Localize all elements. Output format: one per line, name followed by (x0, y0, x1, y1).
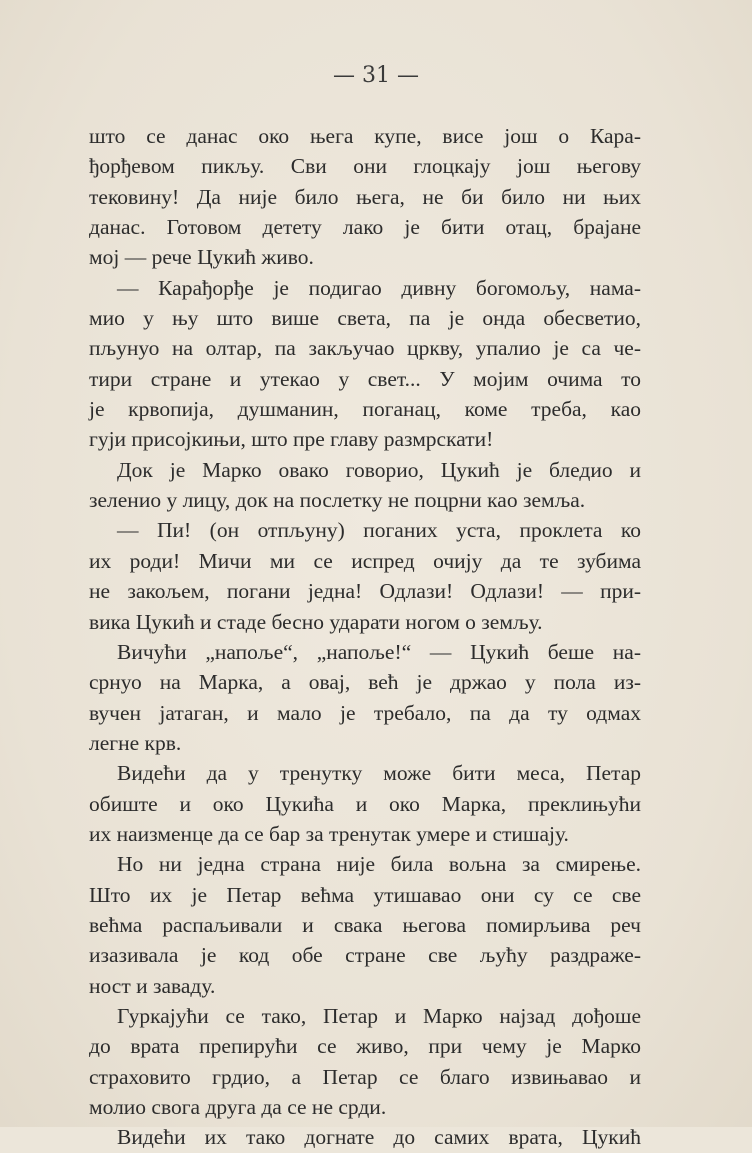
text-line: Вичући „напоље“, „напоље!“ — Цукић беше на- (117, 639, 641, 664)
text-line: Видећи их тако догнате до самих врата, Цукић (117, 1125, 641, 1150)
text-line: пљунуо на олтар, па закључао цркву, упалио је са че- (89, 336, 641, 361)
text-line: ђорђевом пикљу. Сви они глоцкају још његову (89, 154, 641, 179)
text-line: срнуо на Марка, а овај, већ је држао у пола из- (89, 670, 641, 695)
text-line: Видећи да у тренутку може бити меса, Петар (117, 761, 641, 786)
text-line: тири стране и утекао у свет... У мојим очима то (89, 366, 641, 391)
text-line: Што их је Петар већма утишавао они су се све (89, 882, 641, 907)
text-line: вика Цукић и стаде бесно ударати ногом о земљу. (89, 609, 543, 634)
text-line: страховито грдио, а Петар се благо извињавао и (89, 1064, 641, 1089)
text-line: мио у њу што више света, па је онда обесветио, (89, 306, 641, 331)
text-line: Док је Марко овако говорио, Цукић је бледио и (117, 457, 641, 482)
text-line: вучен јатаган, и мало је требало, па да ту одмах (89, 700, 641, 725)
text-line: Но ни једна страна није била вољна за смирење. (117, 852, 641, 877)
text-line: до врата препирући се живо, при чему је Марко (89, 1034, 641, 1059)
text-line: што се данас око њега купе, висе још о Кара- (89, 124, 641, 148)
text-line: ност и заваду. (89, 973, 216, 998)
text-line: обиште и око Цукића и око Марка, преклињући (89, 791, 641, 816)
text-line: — Карађорђе је подигао дивну богомољу, нама- (117, 275, 641, 300)
text-line: већма распаљивали и свака његова помирљива реч (89, 912, 641, 937)
text-line: не закољем, погани једна! Одлази! Одлази! — при- (89, 579, 641, 604)
body-text (89, 121, 641, 1153)
text-line: их роди! Мичи ми се испред очију да те зубима (89, 548, 641, 573)
text-line: мој — рече Цукић живо. (89, 245, 314, 270)
text-line: је крвопија, душманин, поганац, коме треба, као (89, 397, 641, 422)
text-line: Гуркајући се тако, Петар и Марко најзад дођоше (117, 1003, 641, 1028)
text-line: зеленио у лицу, док на послетку не поцрни као земља. (89, 488, 586, 513)
text-line: их наизменце да се бар за тренутак умере и стишају. (89, 821, 569, 846)
page-number: — 31 — (333, 63, 419, 88)
text-line: легне крв. (89, 730, 182, 755)
text-line: молио свога друга да се не срди. (89, 1095, 387, 1119)
text-line: изазивала је код обе стране све љућу раздраже- (89, 943, 641, 968)
text-line: — Пи! (он отпљуну) поганих уста, проклета ко (117, 518, 641, 543)
text-line: данас. Готовом детету лако је бити отац, брајане (89, 215, 641, 240)
text-line: тековину! Да није било њега, не би било ни њих (89, 184, 641, 209)
text-line: гуји присојкињи, што пре главу размрскати! (89, 427, 494, 452)
